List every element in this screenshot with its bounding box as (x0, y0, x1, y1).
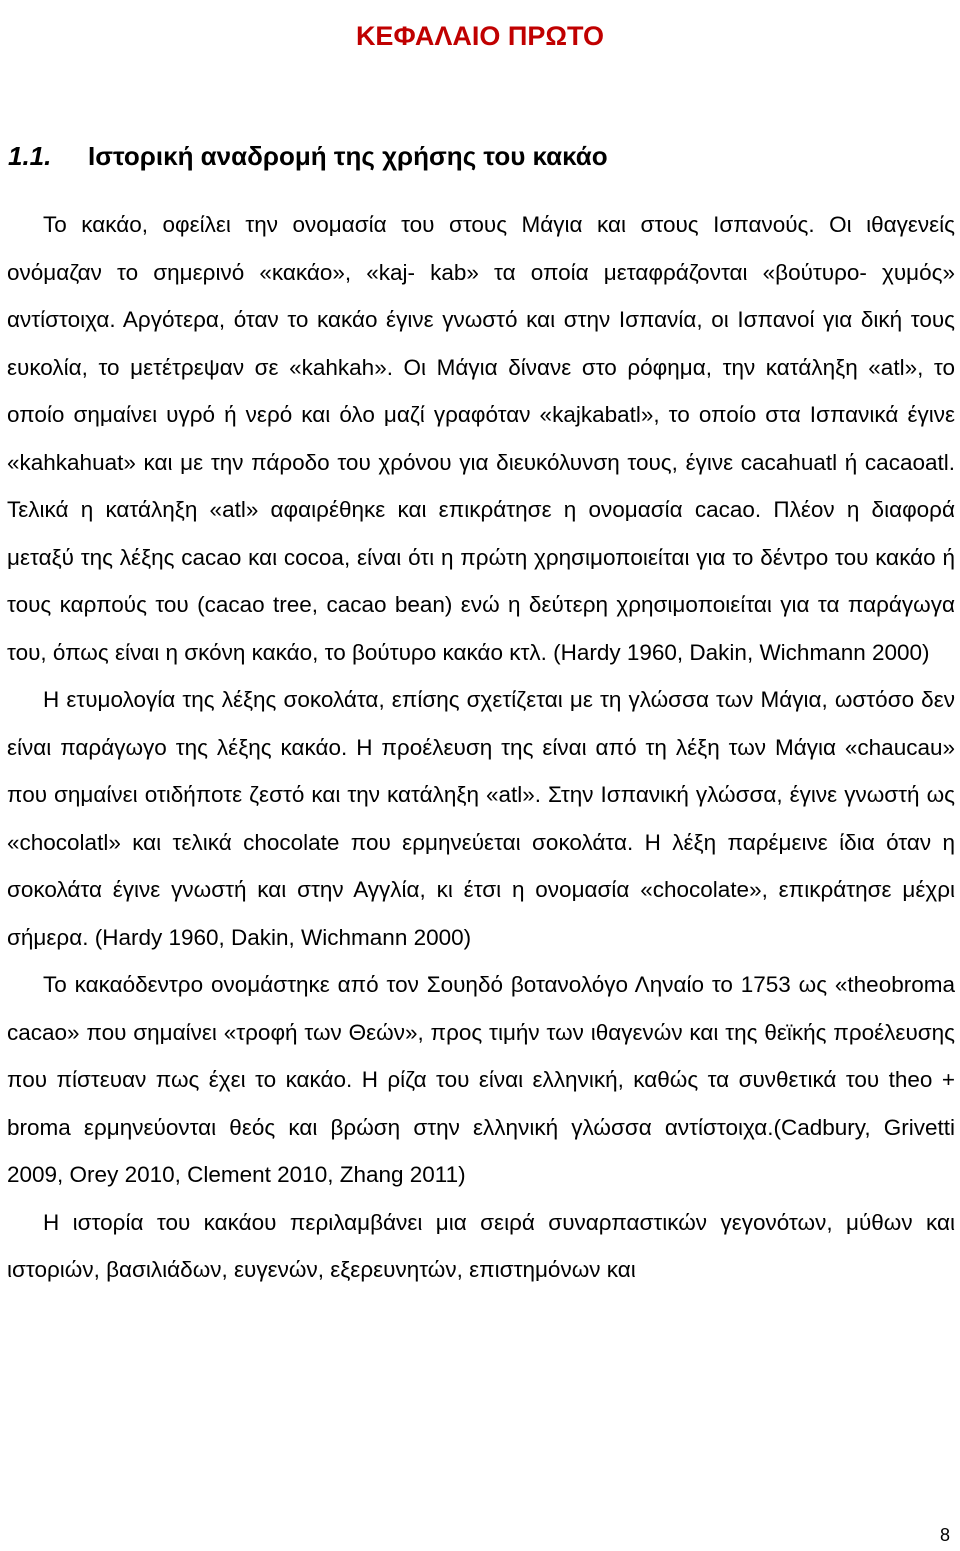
paragraph-etymology-cacao: Το κακάο, οφείλει την ονομασία του στους Μάγια και στους Ισπανούς. Οι ιθαγενείς ονόμαζαν το σημερινό «κακάο», «kaj- kab» τα οποία μεταφράζονται «βούτυρο- χυμός» αντίστοιχα. Αργότερα, όταν το κακάο έγινε γνωστό και στην Ισπανία, οι Ισπανοί για δική τους ευκολία, το μετέτρεψαν σε «kahkah». Οι Μάγια δίνανε στο ρόφημα, την κατάληξη «atl», το οποίο σημαίνει υγρό ή νερό και όλο μαζί γραφόταν «kajkabatl», το οποίο στα Ισπανικά έγινε «kahkahuat» και με την πάροδο του χρόνου για διευκόλυνση τους, έγινε cacahuatl ή cacaoatl. Τελικά η κατάληξη «atl» αφαιρέθηκε και επικράτησε η ονομασία cacao. Πλέον η διαφορά μεταξύ της λέξης cacao και cocoa, είναι ότι η πρώτη χρησιμοποιείται για το δέντρο του κακάο ή τους καρπούς του (cacao tree, cacao bean) ενώ η δεύτερη χρησιμοποιείται για τα παράγωγα του, όπως είναι η σκόνη κακάο, το βούτυρο κακάο κτλ. (Hardy 1960, Dakin, Wichmann 2000) (7, 212, 955, 665)
section-heading (8, 138, 608, 174)
page-number: 8 (939, 1525, 950, 1545)
section-title: Ιστορική αναδρομή της χρήσης του κακάο (88, 141, 608, 171)
body-text (7, 201, 955, 1294)
section-number: 1.1. (8, 141, 52, 171)
chapter-title: ΚΕΦΑΛΑΙΟ ΠΡΩΤΟ (355, 21, 605, 52)
paragraph-history: Η ιστορία του κακάου περιλαμβάνει μια σειρά συναρπαστικών γεγονότων, μύθων και ιστοριών, βασιλιάδων, ευγενών, εξερευνητών, επιστημόνων και (7, 1209, 955, 1282)
paragraph-theobroma: Το κακαόδεντρο ονομάστηκε από τον Σουηδό βοτανολόγο Ληναίο το 1753 ως «theobroma cacao» που σημαίνει «τροφή των Θεών», προς τιμήν των ιθαγενών και της θεϊκής προέλευσης που πίστευαν πως έχει το κακάο. Η ρίζα του είναι ελληνική, καθώς τα συνθετικά του theo + broma ερμηνεύονται θεός και βρώση στην ελληνική γλώσσα αντίστοιχα.(Cadbury, Grivetti 2009, Orey 2010, Clement 2010, Zhang 2011) (7, 972, 955, 1187)
paragraph-etymology-chocolate: Η ετυμολογία της λέξης σοκολάτα, επίσης σχετίζεται με τη γλώσσα των Μάγια, ωστόσο δεν είναι παράγωγο της λέξης κακάο. Η προέλευση της είναι από τη λέξη των Μάγια «chaucau» που σημαίνει οτιδήποτε ζεστό και την κατάληξη «atl». Στην Ισπανική γλώσσα, έγινε γνωστή ως «chocolatl» και τελικά chocolate που ερμηνεύεται σοκολάτα. Η λέξη παρέμεινε ίδια όταν η σοκολάτα έγινε γνωστή και στην Αγγλία, κι έτσι η ονομασία «chocolate», επικράτησε μέχρι σήμερα. (Hardy 1960, Dakin, Wichmann 2000) (7, 687, 955, 950)
